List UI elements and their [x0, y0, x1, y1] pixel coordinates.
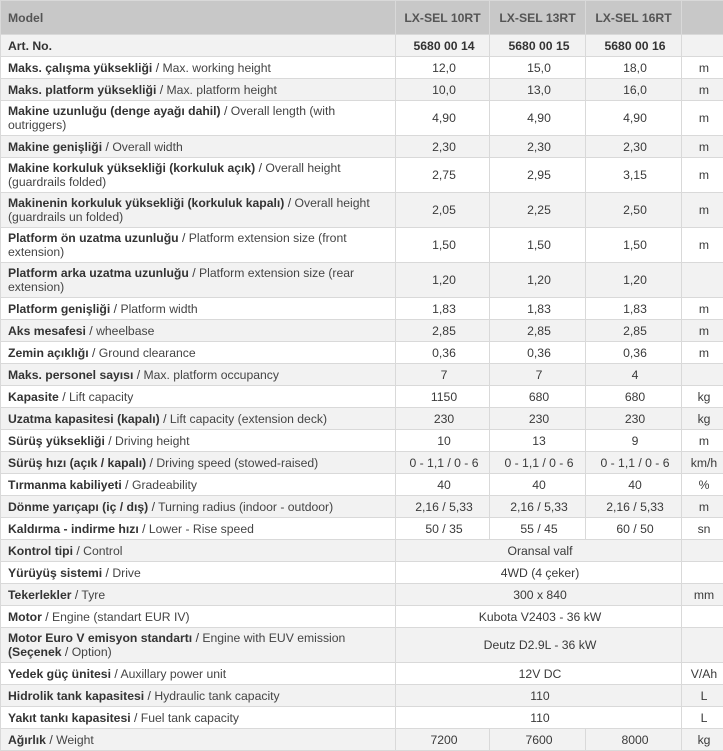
spec-label-tr: Zemin açıklığı [8, 346, 92, 360]
spec-value: 10 [396, 430, 490, 452]
spec-unit: m [682, 193, 723, 228]
spec-value: 2,25 [490, 193, 586, 228]
spec-value: 2,16 / 5,33 [396, 496, 490, 518]
spec-label: Makine genişliği / Overall width [1, 136, 396, 158]
spec-label: Tekerlekler / Tyre [1, 584, 396, 606]
spec-value: 2,30 [586, 136, 682, 158]
spec-label: Dönme yarıçapı (iç / dış) / Turning radius (indoor - outdoor) [1, 496, 396, 518]
spec-value-shared: 12V DC [396, 663, 682, 685]
spec-value: 3,15 [586, 158, 682, 193]
spec-unit: sn [682, 518, 723, 540]
spec-row [1, 193, 723, 228]
spec-row [1, 57, 723, 79]
spec-value: 1,83 [586, 298, 682, 320]
spec-label-tr: Hidrolik tank kapasitesi [8, 689, 144, 703]
spec-unit: kg [682, 408, 723, 430]
spec-row [1, 101, 723, 136]
spec-value: 2,95 [490, 158, 586, 193]
spec-label-en: Lift capacity [69, 390, 133, 404]
spec-label-tr: Dönme yarıçapı (iç / dış) [8, 500, 148, 514]
spec-value: 15,0 [490, 57, 586, 79]
spec-row [1, 386, 723, 408]
spec-label: Hidrolik tank kapasitesi / Hydraulic tank capacity [1, 685, 396, 707]
spec-unit: V/Ah [682, 663, 723, 685]
spec-label-tr: Platform arka uzatma uzunluğu [8, 266, 189, 280]
spec-label-tr: Platform ön uzatma uzunluğu [8, 231, 179, 245]
spec-value: 2,50 [586, 193, 682, 228]
spec-row [1, 663, 723, 685]
model-name: LX-SEL 16RT [586, 1, 682, 35]
spec-unit: m [682, 158, 723, 193]
spec-label-en: Hydraulic tank capacity [154, 689, 279, 703]
spec-label-en: Engine with EUV emission [202, 631, 345, 645]
spec-label-tr: Maks. platform yüksekliği [8, 83, 156, 97]
spec-value: 0,36 [396, 342, 490, 364]
spec-unit: kg [682, 386, 723, 408]
spec-value: 1,83 [396, 298, 490, 320]
spec-value: 40 [586, 474, 682, 496]
spec-label-en: Gradeability [132, 478, 197, 492]
spec-value: 680 [586, 386, 682, 408]
spec-row [1, 228, 723, 263]
spec-label: Yakıt tankı kapasitesi / Fuel tank capacity [1, 707, 396, 729]
spec-unit: mm [682, 584, 723, 606]
spec-unit [682, 628, 723, 663]
spec-label: Kontrol tipi / Control [1, 540, 396, 562]
spec-label-en: Option) [72, 645, 112, 659]
spec-label-en: Lower - Rise speed [149, 522, 254, 536]
spec-unit: m [682, 430, 723, 452]
spec-value: 5680 00 14 [396, 35, 490, 57]
spec-value-shared: 4WD (4 çeker) [396, 562, 682, 584]
spec-label-tr: Art. No. [8, 39, 52, 53]
spec-label: Tırmanma kabiliyeti / Gradeability [1, 474, 396, 496]
spec-value: 2,85 [586, 320, 682, 342]
spec-value-shared: 110 [396, 707, 682, 729]
spec-label: Maks. çalışma yüksekliği / Max. working height [1, 57, 396, 79]
spec-row [1, 540, 723, 562]
spec-label-tr: Makine korkuluk yüksekliği (korkuluk açık) [8, 161, 255, 175]
spec-label-tr: Yakıt tankı kapasitesi [8, 711, 131, 725]
spec-row [1, 79, 723, 101]
spec-label-en: Fuel tank capacity [141, 711, 239, 725]
spec-label-tr: Sürüş yüksekliği [8, 434, 105, 448]
model-name: LX-SEL 13RT [490, 1, 586, 35]
spec-label: Sürüş yüksekliği / Driving height [1, 430, 396, 452]
spec-row [1, 158, 723, 193]
spec-label-tr: Kapasite [8, 390, 59, 404]
spec-label-tr: Makine uzunluğu (denge ayağı dahil) [8, 104, 221, 118]
spec-label: Yürüyüş sistemi / Drive [1, 562, 396, 584]
spec-unit: m [682, 79, 723, 101]
spec-value: 40 [490, 474, 586, 496]
spec-row [1, 35, 723, 57]
spec-unit: m [682, 101, 723, 136]
spec-label-en: Max. working height [162, 61, 270, 75]
spec-label-en: Turning radius (indoor - outdoor) [158, 500, 333, 514]
spec-label-en: Auxillary power unit [120, 667, 226, 681]
spec-value: 5680 00 15 [490, 35, 586, 57]
spec-label-en: Drive [112, 566, 140, 580]
spec-label: Kaldırma - indirme hızı / Lower - Rise speed [1, 518, 396, 540]
spec-value: 40 [396, 474, 490, 496]
spec-value: 2,05 [396, 193, 490, 228]
spec-label-en: Platform extension size (rear extension) [8, 266, 354, 294]
spec-value: 4,90 [396, 101, 490, 136]
spec-row [1, 584, 723, 606]
spec-unit [682, 263, 723, 298]
spec-row [1, 628, 723, 663]
spec-value: 10,0 [396, 79, 490, 101]
spec-value: 0,36 [490, 342, 586, 364]
spec-row [1, 707, 723, 729]
spec-row [1, 342, 723, 364]
spec-value: 230 [396, 408, 490, 430]
spec-value: 18,0 [586, 57, 682, 79]
spec-value: 680 [490, 386, 586, 408]
spec-value-shared: Oransal valf [396, 540, 682, 562]
spec-value: 1150 [396, 386, 490, 408]
spec-value-shared: Kubota V2403 - 36 kW [396, 606, 682, 628]
spec-label-en: Max. platform height [167, 83, 277, 97]
spec-label-tr: Makinenin korkuluk yüksekliği (korkuluk kapalı) [8, 196, 284, 210]
spec-value: 2,85 [396, 320, 490, 342]
spec-label-en: Overall length (with outriggers) [8, 104, 335, 132]
spec-label: Makine korkuluk yüksekliği (korkuluk açık) / Overall height (guardrails folded) [1, 158, 396, 193]
spec-value: 4,90 [490, 101, 586, 136]
spec-label-en: Max. platform occupancy [144, 368, 279, 382]
spec-label-tr: Sürüş hızı (açık / kapalı) [8, 456, 146, 470]
spec-label-tr: Maks. personel sayısı [8, 368, 133, 382]
spec-value: 13,0 [490, 79, 586, 101]
spec-label-en: Overall height (guardrails un folded) [8, 196, 370, 224]
spec-label-tr: Uzatma kapasitesi (kapalı) [8, 412, 160, 426]
spec-unit: L [682, 685, 723, 707]
spec-unit: km/h [682, 452, 723, 474]
spec-value: 5680 00 16 [586, 35, 682, 57]
spec-value: 230 [586, 408, 682, 430]
spec-unit: m [682, 496, 723, 518]
spec-label: Ağırlık / Weight [1, 729, 396, 751]
spec-label-en: Driving height [115, 434, 190, 448]
spec-label: Zemin açıklığı / Ground clearance [1, 342, 396, 364]
spec-value-shared: Deutz D2.9L - 36 kW [396, 628, 682, 663]
spec-row [1, 408, 723, 430]
spec-label-en: Driving speed (stowed-raised) [156, 456, 318, 470]
spec-row [1, 496, 723, 518]
spec-table-body [1, 35, 723, 751]
spec-label-tr: Yürüyüş sistemi [8, 566, 102, 580]
spec-value: 0 - 1,1 / 0 - 6 [490, 452, 586, 474]
spec-value: 1,50 [396, 228, 490, 263]
spec-value: 55 / 45 [490, 518, 586, 540]
spec-value: 1,20 [490, 263, 586, 298]
spec-label-en: Platform extension size (front extension) [8, 231, 347, 259]
spec-value: 7200 [396, 729, 490, 751]
unit-header [682, 1, 723, 35]
spec-row [1, 452, 723, 474]
spec-label-en: Overall width [112, 140, 182, 154]
header-row [1, 1, 723, 35]
spec-label-en: Ground clearance [99, 346, 196, 360]
spec-value: 2,16 / 5,33 [490, 496, 586, 518]
spec-label-tr: (Seçenek [8, 645, 62, 659]
spec-value: 0,36 [586, 342, 682, 364]
spec-value: 16,0 [586, 79, 682, 101]
spec-label-tr: Ağırlık [8, 733, 46, 747]
spec-unit [682, 606, 723, 628]
spec-unit [682, 364, 723, 386]
spec-value: 1,20 [396, 263, 490, 298]
spec-value: 230 [490, 408, 586, 430]
spec-unit: m [682, 57, 723, 79]
spec-row [1, 263, 723, 298]
spec-unit: m [682, 320, 723, 342]
spec-unit [682, 35, 723, 57]
spec-value: 1,50 [586, 228, 682, 263]
spec-row [1, 298, 723, 320]
spec-label-tr: Maks. çalışma yüksekliği [8, 61, 152, 75]
spec-label [1, 35, 396, 57]
spec-label-tr: Motor [8, 610, 42, 624]
spec-value: 60 / 50 [586, 518, 682, 540]
spec-label-en: Tyre [81, 588, 105, 602]
spec-value: 7 [490, 364, 586, 386]
spec-value-shared: 300 x 840 [396, 584, 682, 606]
spec-value: 2,16 / 5,33 [586, 496, 682, 518]
spec-value: 2,30 [490, 136, 586, 158]
spec-label-tr: Tırmanma kabiliyeti [8, 478, 122, 492]
spec-unit: m [682, 298, 723, 320]
spec-value: 4,90 [586, 101, 682, 136]
spec-value: 9 [586, 430, 682, 452]
spec-label-en: wheelbase [96, 324, 154, 338]
spec-value: 2,30 [396, 136, 490, 158]
spec-row [1, 320, 723, 342]
spec-value: 7 [396, 364, 490, 386]
spec-unit [682, 562, 723, 584]
spec-label: Kapasite / Lift capacity [1, 386, 396, 408]
spec-label-en: Lift capacity (extension deck) [170, 412, 327, 426]
spec-unit: m [682, 228, 723, 263]
spec-label: Sürüş hızı (açık / kapalı) / Driving speed (stowed-raised) [1, 452, 396, 474]
spec-label-en: Weight [56, 733, 94, 747]
spec-unit: kg [682, 729, 723, 751]
spec-row [1, 729, 723, 751]
spec-row [1, 474, 723, 496]
spec-unit: % [682, 474, 723, 496]
spec-value: 2,75 [396, 158, 490, 193]
spec-value: 8000 [586, 729, 682, 751]
spec-label: Maks. personel sayısı / Max. platform occupancy [1, 364, 396, 386]
spec-label-tr: Motor Euro V emisyon standartı [8, 631, 192, 645]
spec-label: Platform arka uzatma uzunluğu / Platform extension size (rear extension) [1, 263, 396, 298]
spec-row [1, 430, 723, 452]
spec-label-tr: Tekerlekler [8, 588, 71, 602]
spec-label: Motor / Engine (standart EUR IV) [1, 606, 396, 628]
spec-label-tr: Platform genişliği [8, 302, 110, 316]
spec-label-en: Engine (standart EUR IV) [52, 610, 190, 624]
spec-label-tr: Makine genişliği [8, 140, 102, 154]
spec-label-en: Control [83, 544, 122, 558]
spec-unit: m [682, 342, 723, 364]
spec-value-shared: 110 [396, 685, 682, 707]
spec-label: Makine uzunluğu (denge ayağı dahil) / Overall length (with outriggers) [1, 101, 396, 136]
model-header: Model [1, 1, 396, 35]
spec-value: 1,20 [586, 263, 682, 298]
spec-value: 7600 [490, 729, 586, 751]
spec-label: Makinenin korkuluk yüksekliği (korkuluk kapalı) / Overall height (guardrails un folded) [1, 193, 396, 228]
spec-value: 1,50 [490, 228, 586, 263]
spec-label-tr: Aks mesafesi [8, 324, 86, 338]
spec-value: 4 [586, 364, 682, 386]
spec-label-tr: Kontrol tipi [8, 544, 73, 558]
spec-label-tr: Kaldırma - indirme hızı [8, 522, 142, 536]
spec-unit: L [682, 707, 723, 729]
spec-label: Aks mesafesi / wheelbase [1, 320, 396, 342]
spec-label: Platform ön uzatma uzunluğu / Platform extension size (front extension) [1, 228, 396, 263]
spec-row [1, 136, 723, 158]
spec-label: Uzatma kapasitesi (kapalı) / Lift capacity (extension deck) [1, 408, 396, 430]
spec-label-en: Overall height (guardrails folded) [8, 161, 341, 189]
spec-row [1, 562, 723, 584]
spec-row [1, 606, 723, 628]
spec-label-en: Platform width [120, 302, 197, 316]
spec-label: Motor Euro V emisyon standartı / Engine with EUV emission (Seçenek / Option) [1, 628, 396, 663]
spec-row [1, 364, 723, 386]
spec-value: 13 [490, 430, 586, 452]
spec-value: 0 - 1,1 / 0 - 6 [396, 452, 490, 474]
spec-row [1, 685, 723, 707]
spec-value: 50 / 35 [396, 518, 490, 540]
spec-unit [682, 540, 723, 562]
spec-label: Platform genişliği / Platform width [1, 298, 396, 320]
spec-label: Maks. platform yüksekliği / Max. platform height [1, 79, 396, 101]
spec-value: 0 - 1,1 / 0 - 6 [586, 452, 682, 474]
spec-value: 1,83 [490, 298, 586, 320]
model-name: LX-SEL 10RT [396, 1, 490, 35]
spec-unit: m [682, 136, 723, 158]
spec-label-tr: Yedek güç ünitesi [8, 667, 111, 681]
spec-value: 12,0 [396, 57, 490, 79]
spec-value: 2,85 [490, 320, 586, 342]
spec-label: Yedek güç ünitesi / Auxillary power unit [1, 663, 396, 685]
spec-row [1, 518, 723, 540]
